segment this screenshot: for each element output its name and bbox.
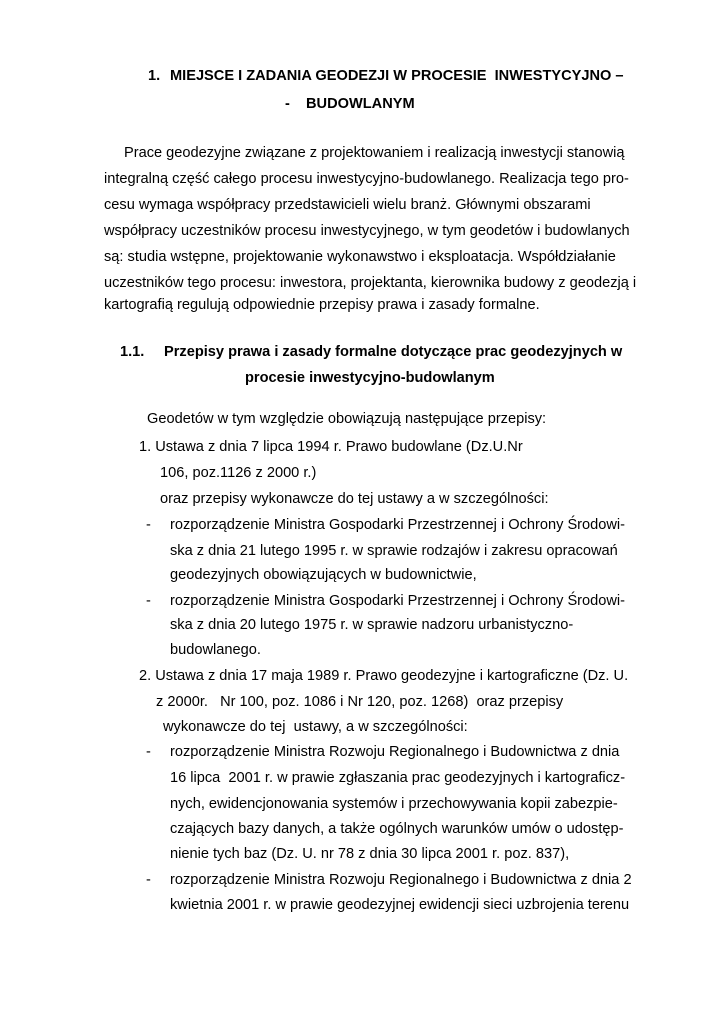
chapter-number: 1. [148,68,161,84]
list-item-line: rozporządzenie Ministra Rozwoju Regionalnego i Budownictwa z dnia 2 [170,872,632,888]
law2-line: z 2000r. Nr 100, poz. 1086 i Nr 120, poz. 1268) oraz przepisy [156,694,564,710]
bullet-dash: - [146,872,151,888]
bullet-dash: - [146,744,151,760]
list-item-line: rozporządzenie Ministra Rozwoju Regionalnego i Budownictwa z dnia [170,744,620,760]
list-item-line: rozporządzenie Ministra Gospodarki Przestrzennej i Ochrony Środowi- [170,517,626,533]
list-item-line: nienie tych baz (Dz. U. nr 78 z dnia 30 lipca 2001 r. poz. 837), [170,846,570,862]
law1-line: 106, poz.1126 z 2000 r.) [160,465,317,481]
chapter-title-line1: MIEJSCE I ZADANIA GEODEZJI W PROCESIE INWESTYCYJNO – [170,68,624,84]
bullet-dash: - [146,517,151,533]
intro-line: współpracy uczestników procesu inwestycyjnego, w tym geodetów i budowlanych [104,223,630,239]
list-item-line: 16 lipca 2001 r. w prawie zgłaszania prac geodezyjnych i kartograficz- [170,770,626,786]
list-item-line: ska z dnia 21 lutego 1995 r. w sprawie rodzajów i zakresu opracowań [170,543,618,559]
intro-line: uczestników tego procesu: inwestora, projektanta, kierownika budowy z geodezją i [104,275,637,291]
intro-line: kartografią regulują odpowiednie przepisy prawa i zasady formalne. [104,297,540,313]
section-number: 1.1. [120,344,145,360]
intro-line: cesu wymaga współpracy przedstawicieli wielu branż. Głównymi obszarami [104,197,591,213]
body-lead: Geodetów w tym względzie obowiązują następujące przepisy: [147,411,547,427]
law1-line: oraz przepisy wykonawcze do tej ustawy a w szczególności: [160,491,549,507]
list-item-line: budowlanego. [170,642,261,658]
list-item-line: geodezyjnych obowiązujących w budownictwie, [170,567,477,583]
intro-line: integralną część całego procesu inwestycyjno-budowlanego. Realizacja tego pro- [104,171,629,187]
list-item-line: rozporządzenie Ministra Gospodarki Przestrzennej i Ochrony Środowi- [170,593,626,609]
list-item-line: ska z dnia 20 lutego 1975 r. w sprawie nadzoru urbanistyczno- [170,617,574,633]
section-title-line2: procesie inwestycyjno-budowlanym [245,370,495,386]
list-item-line: nych, ewidencjonowania systemów i przechowywania kopii zabezpie- [170,796,618,812]
intro-line: są: studia wstępne, projektowanie wykonawstwo i eksploatacja. Współdziałanie [104,249,616,265]
section-title-line1: Przepisy prawa i zasady formalne dotyczące prac geodezyjnych w [164,344,623,360]
list-item-line: czających bazy danych, a także ogólnych warunków umów o udostęp- [170,821,624,837]
intro-line: Prace geodezyjne związane z projektowaniem i realizacją inwestycji stanowią [124,145,625,161]
law2-line: wykonawcze do tej ustawy, a w szczególności: [163,719,468,735]
law1-line: 1. Ustawa z dnia 7 lipca 1994 r. Prawo budowlane (Dz.U.Nr [139,439,523,455]
list-item-line: kwietnia 2001 r. w prawie geodezyjnej ewidencji sieci uzbrojenia terenu [170,897,630,913]
chapter-title-line2: BUDOWLANYM [306,96,415,112]
bullet-dash: - [146,593,151,609]
law2-line: 2. Ustawa z dnia 17 maja 1989 r. Prawo geodezyjne i kartograficzne (Dz. U. [139,668,629,684]
chapter-title-dash: - [285,96,290,112]
